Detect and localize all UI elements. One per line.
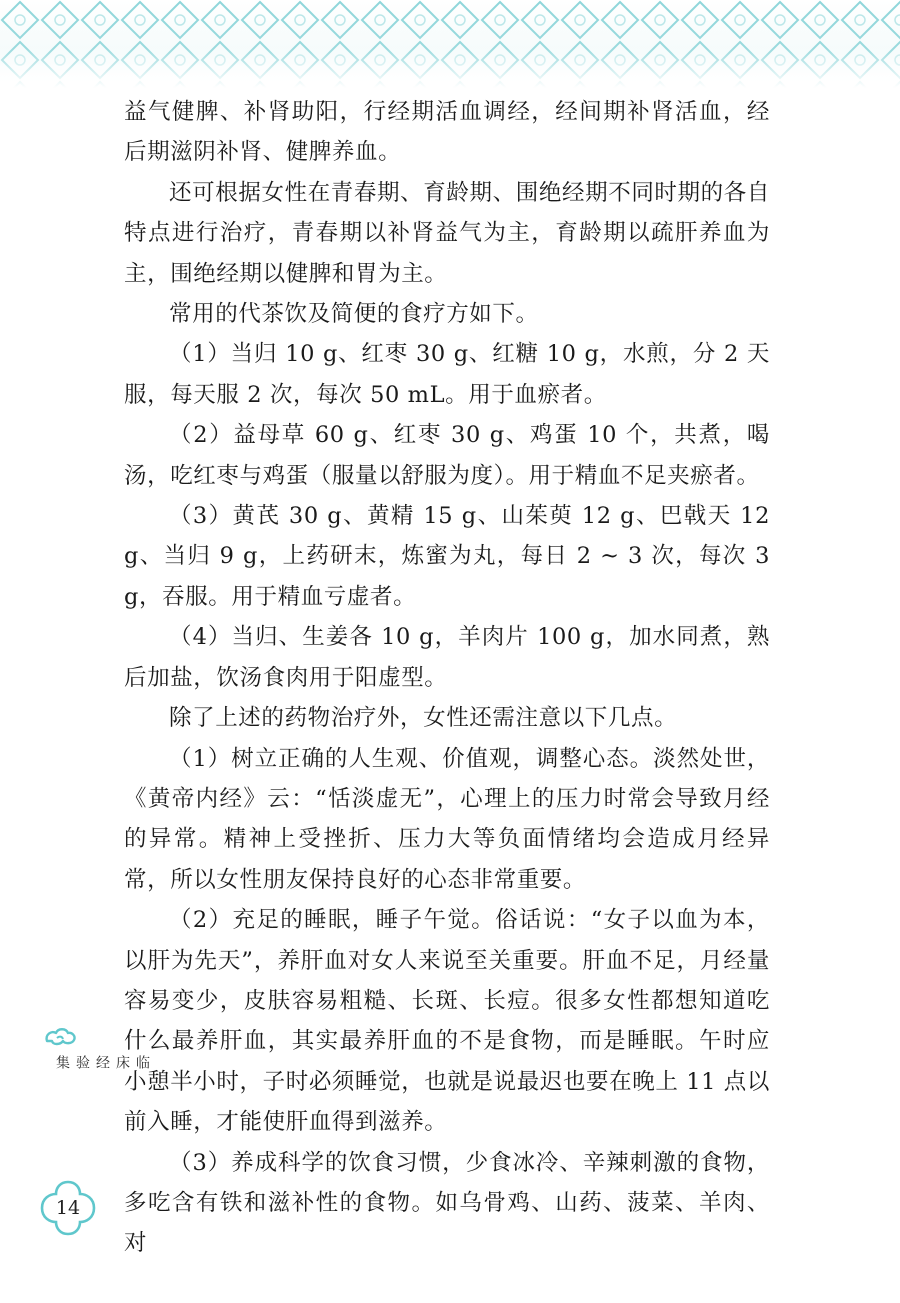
- paragraph: 常用的代茶饮及简便的食疗方如下。: [169, 301, 539, 328]
- page-number-badge: [38, 1178, 98, 1238]
- paragraph: （4）当归、生姜各 10 g，羊肉片 100 g，加水同煮，熟后加盐，饮汤食肉用于阳虚型。: [124, 624, 770, 691]
- body-text: [124, 92, 770, 1264]
- paragraph: 除了上述的药物治疗外，女性还需注意以下几点。: [169, 705, 678, 732]
- paragraph: （2）充足的睡眠，睡子午觉。俗话说：“女子以血为本，以肝为先天”，养肝血对女人来说至关重要。肝血不足，月经量容易变少，皮肤容易粗糙、长斑、长痘。很多女性都想知道吃什么最养肝血，其实最养肝血的不是食物，而是睡眠。午时应小憩半小时，子时必须睡觉，也就是说最迟也要在晚上 11 点以前入睡，才能使肝血得到滋养。: [124, 907, 770, 1136]
- lattice-pattern: [0, 0, 900, 88]
- decorative-header-band: [0, 0, 900, 88]
- cloud-icon: [43, 1025, 77, 1049]
- paragraph: 还可根据女性在青春期、育龄期、围绝经期不同时期的各自特点进行治疗，青春期以补肾益气为主，育龄期以疏肝养血为主，围绝经期以健脾和胃为主。: [124, 179, 770, 287]
- sidebar-title: 临床经验集: [54, 1055, 150, 1071]
- paragraph: 益气健脾、补肾助阳，行经期活血调经，经间期补肾活血，经后期滋阴补肾、健脾养血。: [124, 99, 770, 166]
- paragraph: （1）树立正确的人生观、价值观，调整心态。淡然处世，《黄帝内经》云：“恬淡虚无”，心理上的压力时常会导致月经的异常。精神上受挫折、压力大等负面情绪均会造成月经异常，所以女性朋友保持良好的心态非常重要。: [124, 745, 770, 893]
- page-number: 14: [55, 1197, 81, 1219]
- paragraph: （3）黄芪 30 g、黄精 15 g、山茱萸 12 g、巴戟天 12 g、当归 9 g，上药研末，炼蜜为丸，每日 2 ~ 3 次，每次 3 g，吞服。用于精血亏虚者。: [124, 503, 770, 610]
- paragraph: （2）益母草 60 g、红枣 30 g、鸡蛋 10 个，共煮，喝汤，吃红枣与鸡蛋（服量以舒服为度）。用于精血不足夹瘀者。: [124, 422, 770, 489]
- paragraph: （3）养成科学的饮食习惯，少食冰冷、辛辣刺激的食物，多吃含有铁和滋补性的食物。如乌骨鸡、山药、菠菜、羊肉、对: [124, 1149, 770, 1257]
- paragraph: （1）当归 10 g、红枣 30 g、红糖 10 g，水煎，分 2 天服，每天服 2 次，每次 50 mL。用于血瘀者。: [124, 341, 770, 408]
